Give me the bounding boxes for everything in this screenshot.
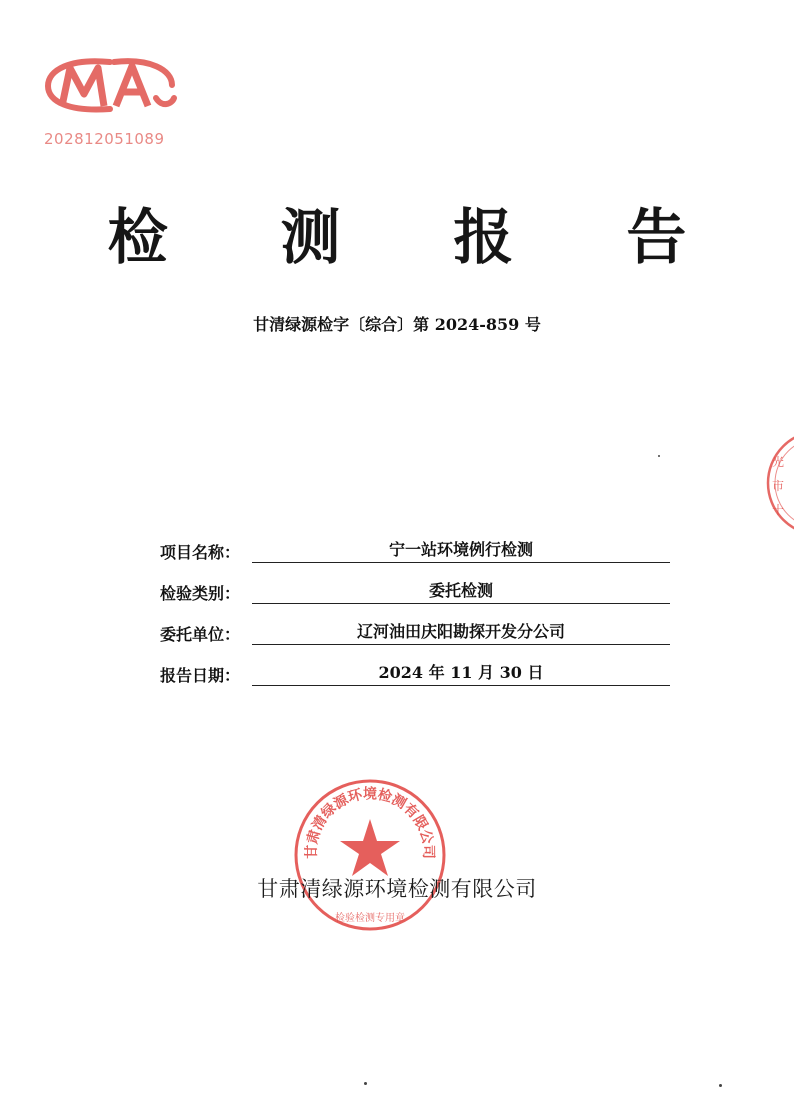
- svg-text:十: 十: [772, 503, 785, 517]
- edge-seal-fragment: [758, 428, 794, 538]
- issuing-company: 甘肃清绿源环境检测有限公司: [257, 877, 537, 901]
- svg-text:光: 光: [772, 455, 785, 469]
- field-label: 项目名称：: [160, 543, 241, 562]
- field-project-name: [160, 540, 680, 581]
- report-number: 甘清绿源检字〔综合〕第 2024-859 号: [253, 315, 541, 334]
- field-value: 2024 年 11 月 30 日: [252, 663, 670, 686]
- svg-text:甘肃清绿源环境检测有限公司: 甘肃清绿源环境检测有限公司: [303, 786, 437, 859]
- scan-speck: [364, 1082, 367, 1085]
- field-report-date: [160, 663, 680, 704]
- company-seal: [290, 775, 450, 935]
- field-value: 宁一站环境例行检测: [252, 540, 670, 563]
- svg-text:市: 市: [772, 479, 785, 493]
- report-info-fields: [160, 540, 680, 704]
- field-value: 辽河油田庆阳勘探开发分公司: [252, 622, 670, 645]
- cma-logo: [40, 54, 180, 116]
- field-label: 委托单位：: [160, 625, 241, 644]
- report-title: 检 测 报 告: [107, 203, 733, 273]
- scan-speck: [658, 455, 660, 457]
- field-inspection-type: [160, 581, 680, 622]
- field-client: [160, 622, 680, 663]
- field-label: 报告日期：: [160, 666, 241, 685]
- field-label: 检验类别：: [160, 584, 241, 603]
- scan-speck: [719, 1084, 722, 1087]
- field-value: 委托检测: [252, 581, 670, 604]
- star-icon: [340, 819, 400, 876]
- svg-text:检验检测专用章: 检验检测专用章: [335, 913, 405, 924]
- accreditation-number: 202812051089: [44, 130, 165, 148]
